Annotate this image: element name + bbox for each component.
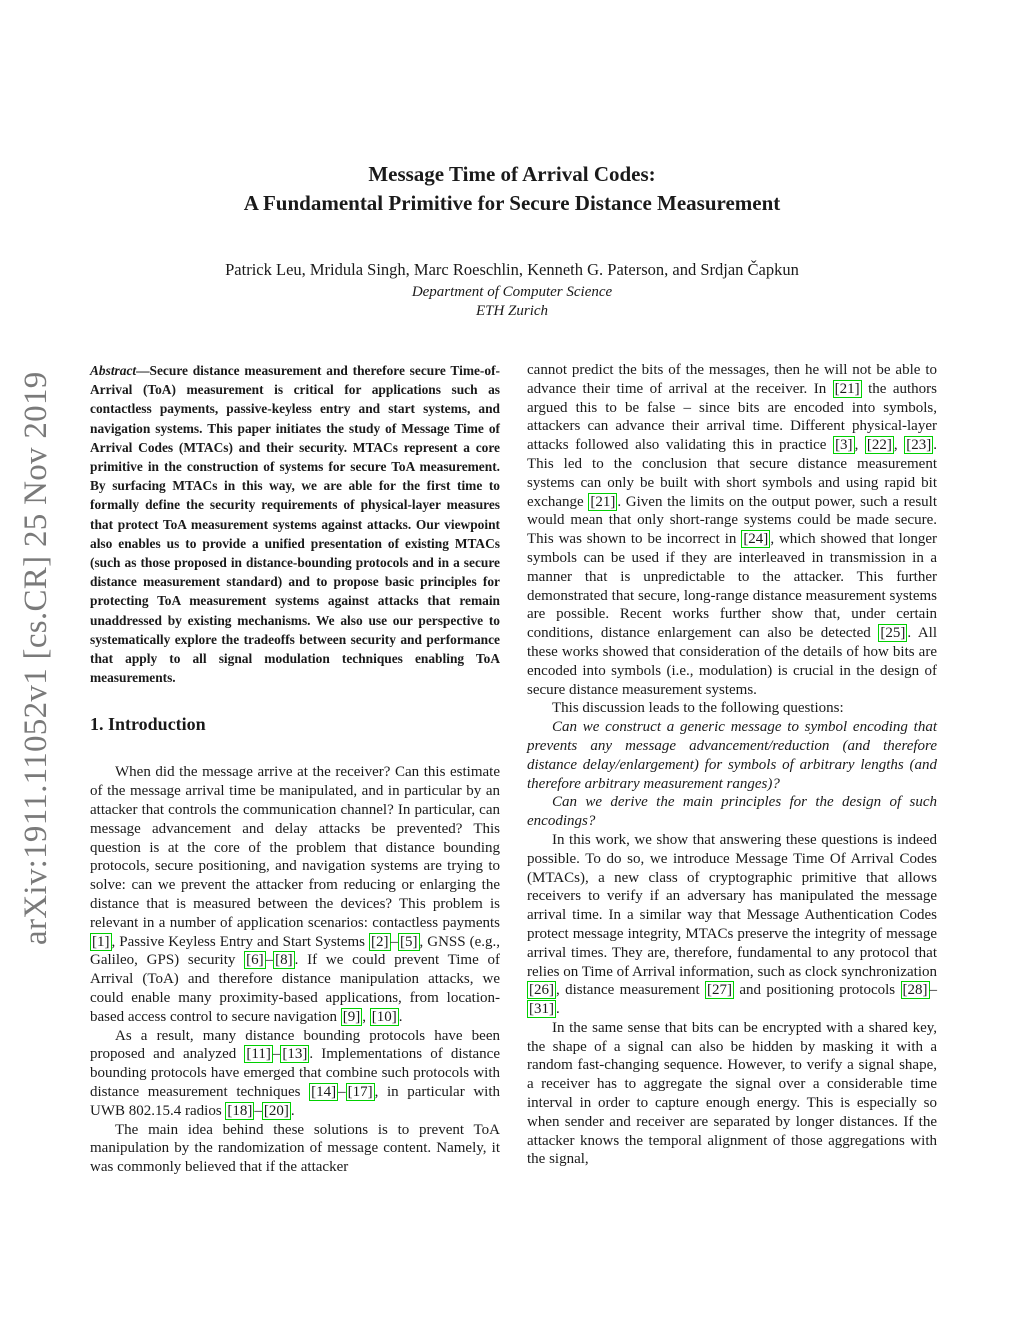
abstract-text: —Secure distance measurement and therefore secure Time-of-Arrival (ToA) measurement is critical for applications such as contactless payments, passive-keyless entry and start systems, and navigation systems. This paper initiates the study of Message Time of Arrival Codes (MTACs) and their security. MTACs represent a core primitive in the construction of systems for secure ToA measurement. By surfacing MTACs in this way, we are able for the first time to formally define the security requirements of physical-layer measures that protect ToA measurement systems against attacks. Our viewpoint also enables us to provide a unified presentation of existing MTACs (such as those proposed in distance-bounding protocols and in a secure distance measurement standard) and to propose basic principles for protecting ToA measurement systems against attacks that remain unaddressed by existing mechanisms. We also use our perspective to systematically explore the tradeoffs between security and performance that apply to all signal modulation techniques enabling ToA measurements. xyxy=(90,363,500,686)
text-run: the authors argued this to be false – since bits are encoded into symbols, attackers can advance their arrival time. Different physical-layer attacks followed also validating this in practice xyxy=(527,380,938,454)
citation-link[interactable]: [20] xyxy=(263,1102,289,1119)
citation-link[interactable]: [24] xyxy=(743,531,769,548)
text-run: . All these works showed that consideration of the details of how bits are encoded into symbols (i.e., modulation) is crucial in the design of secure distance measurement systems. xyxy=(527,625,938,698)
department: Department of Computer Science xyxy=(411,284,613,300)
citation-link[interactable]: [1] xyxy=(92,933,110,950)
citation-link[interactable]: [14] xyxy=(311,1084,337,1100)
text-run: When did the message arrive at the receiver? Can this estimate of the message arrival time be manipulated, and in particular by an attacker that controls the communication channel? In particular, can message advancement and delay attacks be prevented? This question is at the core of the problem that distance bounding protocols, secure positioning, and navigation systems are trying to solve: can we prevent the attacker from reducing or enlarging the distance that is measured between the devices? This problem is relevant in a number of application scenarios: contactless payments xyxy=(90,764,500,931)
citation-link[interactable]: [21] xyxy=(834,380,860,397)
text-run: As a result, many distance bounding protocols have been proposed and analyzed xyxy=(90,1027,500,1063)
citation-link[interactable]: [27] xyxy=(707,982,732,999)
text-run: , xyxy=(854,437,865,454)
citation-link[interactable]: [18] xyxy=(227,1102,253,1119)
text-run: , in particular with UWB 802.15.4 radios xyxy=(90,1084,500,1119)
right-paragraph-1 xyxy=(527,361,937,699)
text-run: . Given the limits on the output power, such a result would mean that only short-range systems could be made secure. This was shown to be incorrect in xyxy=(527,493,937,548)
citation-link[interactable]: [5] xyxy=(400,933,418,950)
citation-link[interactable]: [6] xyxy=(246,952,264,969)
text-run: . xyxy=(290,1102,295,1119)
citation-link[interactable]: [8] xyxy=(275,952,293,969)
section-heading-introduction: 1. Introduction xyxy=(90,714,206,735)
affiliation xyxy=(0,283,1024,321)
citation-link[interactable]: [28] xyxy=(902,982,928,999)
citation-link[interactable]: [31] xyxy=(529,1001,554,1018)
text-run: . xyxy=(556,1001,560,1018)
right-paragraph-4: In the same sense that bits can be encrypted with a shared key, the shape of a signal can also be hidden by masking it with a random fast-changing sequence. However, to verify a signal shape, a receiver has to aggregate the signal over a considerable time interval in order to capture enough energy. This is especially so when sender and receiver are separated by longer distances. If the attacker knows the temporal alignment of those aggregations with the signal, xyxy=(527,1019,937,1168)
citation-link[interactable]: [11] xyxy=(246,1046,271,1063)
intro-paragraph-2 xyxy=(90,1027,500,1121)
title-line-1: Message Time of Arrival Codes: xyxy=(368,162,656,186)
text-run: – xyxy=(390,933,398,950)
text-run: – xyxy=(929,982,937,999)
paper-title xyxy=(0,160,1024,218)
right-paragraph-2: This discussion leads to the following questions: xyxy=(552,700,844,717)
left-column xyxy=(90,361,500,1177)
text-run: – xyxy=(265,952,274,969)
right-paragraph-3 xyxy=(527,831,937,1019)
title-line-2: A Fundamental Primitive for Secure Distance Measurement xyxy=(243,191,781,215)
citation-link[interactable]: [25] xyxy=(880,625,906,642)
text-run: , xyxy=(362,1008,370,1025)
arxiv-identifier-stamp: arXiv:1911.11052v1 [cs.CR] 25 Nov 2019 xyxy=(18,371,54,945)
text-run: , which showed that longer symbols can be used if they are interleaved in transmission in a manner that is unpredictable to the attacker. This further demonstrated that secure, long-range distance measurement systems are possible. Recent works further show that, under certain conditions, distance enlargement can also be detected xyxy=(527,531,937,642)
intro-paragraph-3 xyxy=(90,1121,500,1177)
abstract xyxy=(90,361,500,687)
text-run: The main idea behind these solutions is to prevent ToA manipulation by the randomization of message content. Namely, it was commonly believed that if the attacker xyxy=(90,1121,500,1176)
text-run: , GNSS (e.g., Galileo, GPS) security xyxy=(90,933,500,969)
citation-link[interactable]: [17] xyxy=(347,1084,373,1100)
institution: ETH Zurich xyxy=(475,303,549,319)
text-run: . Implementations of distance bounding protocols have emerged that combine such protocols with distance measurement techniques xyxy=(90,1046,500,1100)
text-run: and positioning protocols xyxy=(734,982,901,999)
text-run: . xyxy=(398,1008,403,1025)
abstract-label: Abstract xyxy=(90,363,137,378)
citation-link[interactable]: [26] xyxy=(529,982,554,999)
research-question-1: Can we construct a generic message to symbol encoding that prevents any message advancement/reduction (and therefore distance delay/enlargement) for symbols of arbitrary lengths (and therefore arbitrary measurement ranges)? xyxy=(527,719,937,792)
author-list: Patrick Leu, Mridula Singh, Marc Roeschlin, Kenneth G. Paterson, and Srdjan Čapkun xyxy=(225,260,799,279)
citation-link[interactable]: [21] xyxy=(590,493,616,510)
citation-link[interactable]: [23] xyxy=(906,437,932,454)
text-run: , xyxy=(893,437,905,454)
text-run: . This led to the conclusion that secure distance measurement systems can only be built with short symbols and using rapid bit exchange xyxy=(527,437,937,510)
citation-link[interactable]: [10] xyxy=(371,1008,397,1025)
right-column xyxy=(527,361,937,1169)
citation-link[interactable]: [3] xyxy=(835,437,853,454)
citation-link[interactable]: [22] xyxy=(866,437,892,454)
citation-link[interactable]: [13] xyxy=(282,1046,308,1063)
text-run: , distance measurement xyxy=(556,982,705,999)
research-question-2: Can we derive the main principles for the design of such encodings? xyxy=(527,794,937,830)
intro-paragraph-1 xyxy=(90,763,500,1026)
text-run: . If we could prevent Time of Arrival (ToA) and therefore distance manipulation attacks, we could enable many proximity-based applications, from location-based access control to secure navigation xyxy=(90,952,500,1025)
citation-link[interactable]: [2] xyxy=(371,933,389,950)
citation-link[interactable]: [9] xyxy=(342,1008,361,1025)
text-run: , Passive Keyless Entry and Start Systems xyxy=(111,933,369,950)
text-run: – xyxy=(272,1046,281,1063)
text-run: In this work, we show that answering these questions is indeed possible. To do so, we introduce Message Time Of Arrival Codes (MTACs), a new class of cryptographic primitive that allows receivers to verify if an adversary has manipulated the message arrival time. In a similar way that Message Authentication Codes protect message integrity, MTACs preserve the integrity of message arrival times. They are, therefore, fundamental to any protocol that relies on Time of Arrival information, such as clock synchronization xyxy=(527,831,937,980)
text-run: cannot predict the bits of the messages, then he will not be able to advance their time of arrival at the receiver. In xyxy=(527,362,937,397)
text-run: – xyxy=(338,1084,346,1100)
text-run: – xyxy=(254,1102,262,1119)
